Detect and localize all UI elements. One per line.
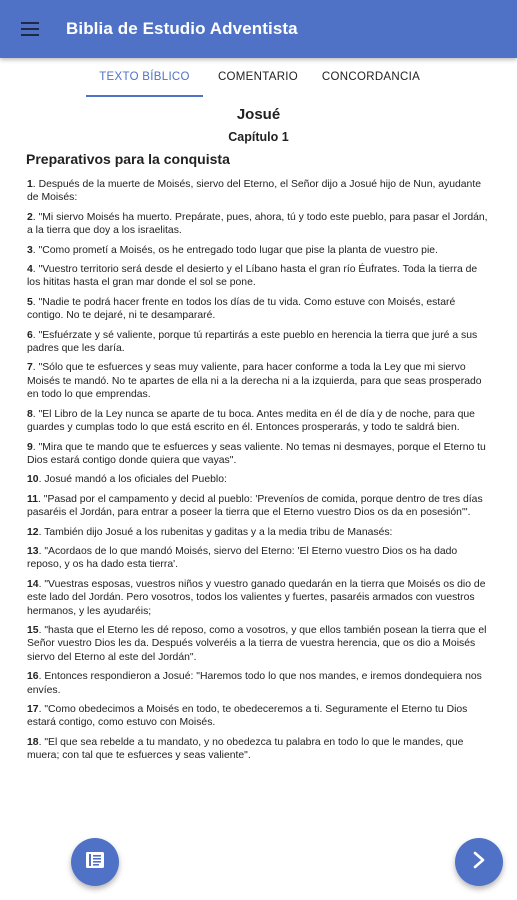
verse-number: 4	[27, 264, 33, 276]
verse-number: 13	[27, 545, 39, 557]
verse: 13. "Acordaos de lo que mandó Moisés, siervo del Eterno: 'El Eterno vuestro Dios os ha dado reposo, y os ha dado esta tierra'.	[27, 545, 458, 571]
verse-number: 15	[27, 624, 39, 636]
verse-text: "Mira que te mando que te esfuerces y seas valiente. No temas ni desmayes, porque el Eterno tu Dios estará contigo donde quiera que vayas".	[27, 441, 486, 466]
verse-text: Entonces respondieron a Josué: "Haremos todo lo que nos mandes, e iremos dondequiera nos envíes.	[27, 671, 482, 696]
tab-indicator	[86, 95, 203, 97]
chevron-right-icon	[472, 850, 486, 875]
chapter-title: Capítulo 1	[228, 130, 289, 144]
tab-comentario[interactable]: COMENTARIO	[217, 71, 299, 83]
tab-concordancia[interactable]: CONCORDANCIA	[321, 71, 421, 83]
verse: 6. "Esfuérzate y sé valiente, porque tú repartirás a este pueblo en herencia la tierra que juré a sus padres que les daría.	[27, 329, 478, 355]
reading-pane[interactable]	[0, 98, 517, 900]
verse: 11. "Pasad por el campamento y decid al pueblo: 'Preveníos de comida, porque dentro de tres días pasaréis el Jordán, para entrar a poseer la tierra que el Eterno vuestro Dios os da en posesión'".	[27, 493, 483, 519]
verse-text: "El Libro de la Ley nunca se aparte de tu boca. Antes medita en él de día y de noche, para que guardes y cumplas todo lo que está escrito en él. Entonces prosperarás, y todo te saldrá bien.	[27, 408, 475, 434]
verse: 8. "El Libro de la Ley nunca se aparte de tu boca. Antes medita en él de día y de noche, para que guardes y cumplas todo lo que está escrito en él. Entonces prosperarás, y todo te saldrá bien.	[27, 408, 475, 434]
verse-number: 2	[27, 211, 33, 223]
verse-text: También dijo Josué a los rubenitas y gaditas y a la media tribu de Manasés:	[44, 526, 393, 538]
verse-text: "Como obedecimos a Moisés en todo, te obedeceremos a ti. Seguramente el Eterno tu Dios estará contigo, como estuvo con Moisés.	[27, 704, 468, 729]
verse-text: "Sólo que te esfuerces y seas muy valiente, para hacer conforme a toda la Ley que mi siervo Moisés te mandó. No te apartes de ella ni a la derecha ni a la izquierda, para que seas prosperado en todo lo que emprendas.	[27, 362, 482, 401]
book-title: Josué	[236, 106, 281, 123]
verse: 4. "Vuestro territorio será desde el desierto y el Líbano hasta el gran río Éufrates. Toda la tierra de los hititas hasta el gran mar donde el sol se pone.	[27, 264, 478, 289]
verse: 9. "Mira que te mando que te esfuerces y seas valiente. No temas ni desmayes, porque el Eterno tu Dios estará contigo donde quiera que vayas".	[27, 441, 486, 466]
verse-number: 8	[27, 408, 33, 420]
verse: 5. "Nadie te podrá hacer frente en todos los días de tu vida. Como estuve con Moisés, estaré contigo. No te dejaré, ni te desampararé.	[27, 296, 456, 322]
tab-bar	[0, 58, 517, 98]
verse-text: Después de la muerte de Moisés, siervo del Eterno, el Señor dijo a Josué hijo de Nun, ayudante de Moisés:	[27, 179, 482, 204]
verse-text: "hasta que el Eterno les dé reposo, como a vosotros, y que ellos también posean la tierra que el Señor vuestro Dios les da. Después volveréis a la tierra de vuestra herencia, que os dio a Moisés siervo del Eterno al este del Jordán".	[27, 624, 487, 663]
verse-text: "Esfuérzate y sé valiente, porque tú repartirás a este pueblo en herencia la tierra que juré a sus padres que les daría.	[27, 329, 478, 355]
app-bar	[0, 0, 517, 58]
verse: 16. Entonces respondieron a Josué: "Haremos todo lo que nos mandes, e iremos dondequiera nos envíes.	[27, 671, 482, 696]
verse-text: Josué mandó a los oficiales del Pueblo:	[44, 474, 227, 486]
verse-text: "Vuestro territorio será desde el desierto y el Líbano hasta el gran río Éufrates. Toda la tierra de los hititas hasta el gran mar donde el sol se pone.	[27, 264, 478, 289]
next-chapter-button[interactable]	[455, 838, 503, 886]
tab-texto-biblico[interactable]: TEXTO BÍBLICO	[99, 71, 190, 83]
verse-number: 17	[27, 704, 39, 715]
verse-number: 18	[27, 736, 39, 748]
verse: 10. Josué mandó a los oficiales del Pueblo:	[27, 474, 227, 486]
verse: 3. "Como prometí a Moisés, os he entregado todo lugar que pise la planta de vuestro pie.	[27, 244, 438, 256]
verse: 12. También dijo Josué a los rubenitas y gaditas y a la media tribu de Manasés:	[27, 526, 393, 538]
verse: 7. "Sólo que te esfuerces y seas muy valiente, para hacer conforme a toda la Ley que mi siervo Moisés te mandó. No te apartes de ella ni a la derecha ni a la izquierda, para que seas prosperado en todo lo que emprendas.	[27, 362, 482, 401]
verse-text: "Como prometí a Moisés, os he entregado todo lugar que pise la planta de vuestro pie.	[38, 244, 438, 256]
verse-number: 16	[27, 671, 39, 683]
verse-list	[27, 178, 491, 769]
verse: 14. "Vuestras esposas, vuestros niños y vuestro ganado quedarán en la tierra que Moisés os dio de este lado del Jordán. Pero vosotros, todos los valientes y fuertes, pasaréis armados con vuestros hermanos, y les ayudaréis;	[27, 578, 486, 617]
verse-number: 1	[27, 179, 33, 190]
verse-number: 7	[27, 362, 33, 374]
menu-icon	[21, 22, 39, 36]
verse: 18. "El que sea rebelde a tu mandato, y no obedezca tu palabra en todo lo que le mandes, que muera; con tal que te esfuerces y seas valiente".	[27, 736, 464, 762]
verse-number: 10	[27, 474, 39, 486]
menu-button[interactable]	[10, 9, 50, 49]
verse-text: "Pasad por el campamento y decid al pueblo: 'Preveníos de comida, porque dentro de tres días pasaréis el Jordán, para entrar a poseer la tierra que el Eterno vuestro Dios os da en posesión'".	[27, 493, 483, 519]
verse-number: 12	[27, 526, 39, 538]
verse-number: 3	[27, 244, 33, 256]
verse-text: "Acordaos de lo que mandó Moisés, siervo del Eterno: 'El Eterno vuestro Dios os ha dado reposo, y os ha dado esta tierra'.	[27, 545, 458, 571]
verse-number: 5	[27, 296, 33, 308]
verse-number: 14	[27, 578, 39, 590]
verse: 1. Después de la muerte de Moisés, siervo del Eterno, el Señor dijo a Josué hijo de Nun, ayudante de Moisés:	[27, 179, 482, 204]
verse-number: 11	[27, 493, 38, 505]
verse-text: "Nadie te podrá hacer frente en todos los días de tu vida. Como estuve con Moisés, estaré contigo. No te dejaré, ni te desampararé.	[27, 296, 456, 322]
book-icon	[85, 851, 105, 874]
verse-text: "Mi siervo Moisés ha muerto. Prepárate, pues, ahora, tú y todo este pueblo, para pasar el Jordán, a la tierra que doy a los israelitas.	[27, 211, 488, 237]
verse-text: "El que sea rebelde a tu mandato, y no obedezca tu palabra en todo lo que le mandes, que muera; con tal que te esfuerces y seas valiente".	[27, 736, 464, 762]
verse: 15. "hasta que el Eterno les dé reposo, como a vosotros, y que ellos también posean la tierra que el Señor vuestro Dios les da. Después volveréis a la tierra de vuestra herencia, que os dio a Moisés siervo del Eterno al este del Jordán".	[27, 624, 487, 663]
verse: 2. "Mi siervo Moisés ha muerto. Prepárate, pues, ahora, tú y todo este pueblo, para pasar el Jordán, a la tierra que doy a los israelitas.	[27, 211, 488, 237]
commentary-fab-button[interactable]	[71, 838, 119, 886]
app-title: Biblia de Estudio Adventista	[66, 19, 298, 38]
verse-number: 6	[27, 329, 33, 341]
section-heading: Preparativos para la conquista	[26, 151, 230, 167]
verse: 17. "Como obedecimos a Moisés en todo, te obedeceremos a ti. Seguramente el Eterno tu Dios estará contigo, como estuvo con Moisés.	[27, 704, 468, 729]
verse-number: 9	[27, 441, 33, 453]
verse-text: "Vuestras esposas, vuestros niños y vuestro ganado quedarán en la tierra que Moisés os dio de este lado del Jordán. Pero vosotros, todos los valientes y fuertes, pasaréis armados con vuestros hermanos, y les ayudaréis;	[27, 578, 486, 617]
